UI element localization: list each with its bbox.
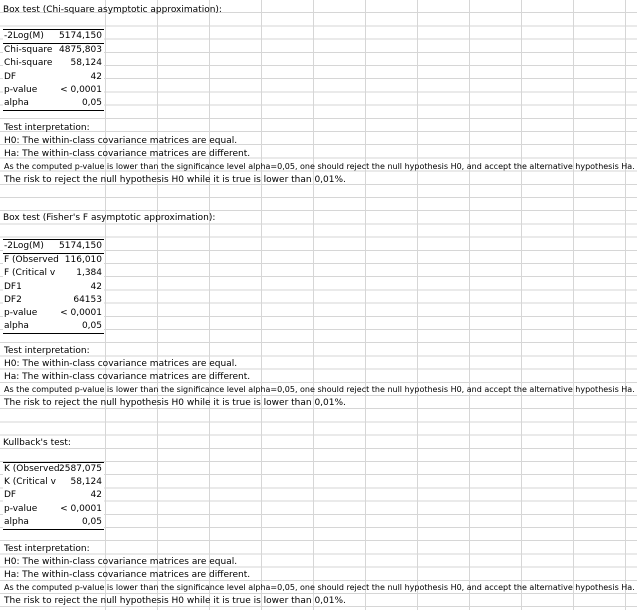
row-value: < 0,0001 [60,84,102,95]
row-value: 1,384 [76,268,102,279]
interpretation-h0: H0: The within-class covariance matrices are equal. [4,136,238,146]
row-value: 116,010 [64,255,102,266]
row-value: 42 [90,71,102,82]
interpretation-h0: H0: The within-class covariance matrices are equal. [4,557,238,567]
row-value: 0,05 [81,97,102,108]
interpretation-risk: The risk to reject the null hypothesis H0 while it is true is lower than 0,01%. [4,398,346,408]
row-label: Chi-square [4,45,53,56]
interpretation-heading: Test interpretation: [4,123,90,133]
table-row [3,30,104,44]
table-row [3,503,104,516]
row-label: Chi-square [4,58,53,69]
row-label: alpha [4,321,29,332]
table-row [3,267,104,280]
table-row [3,307,104,320]
interpretation-conclusion: As the computed p-value is lower than the significance level alpha=0,05, one should reject the null hypothesis H0, and accept the alternative hypothesis Ha. [4,162,635,171]
row-value: 0,05 [81,516,102,527]
row-value: 42 [90,281,102,292]
table-row [3,463,104,476]
table-row [3,71,104,84]
table-row [3,281,104,294]
table-row [3,57,104,70]
table-row [3,97,104,110]
interpretation-h0: H0: The within-class covariance matrices are equal. [4,359,238,369]
row-value: 58,124 [70,477,102,488]
results-table-kullback [3,462,104,530]
table-row [3,294,104,307]
row-label: alpha [4,516,29,527]
row-value: 0,05 [81,321,102,332]
row-label: p-value [4,307,38,318]
row-value: 42 [90,490,102,501]
section-title-kullback: Kullback's test: [3,438,71,448]
results-table-box-chi [3,29,104,111]
row-label: K (Critical v [4,477,56,488]
interpretation-conclusion: As the computed p-value is lower than the significance level alpha=0,05, one should reject the null hypothesis H0, and accept the alternative hypothesis Ha. [4,583,635,592]
row-value: 5174,150 [59,31,102,41]
row-label: F (Observed [4,255,59,266]
row-label: DF [4,490,17,501]
interpretation-heading: Test interpretation: [4,346,90,356]
section-title-box-fisher: Box test (Fisher's F asymptotic approximation): [3,213,216,223]
table-row [3,254,104,267]
row-label: -2Log(M) [4,241,44,251]
table-row [3,320,104,333]
row-value: 58,124 [70,58,102,69]
interpretation-ha: Ha: The within-class covariance matrices are different. [4,149,251,159]
row-label: DF [4,71,17,82]
row-value: 64153 [73,294,102,305]
section-title-box-chi: Box test (Chi-square asymptotic approximation): [3,5,222,15]
table-row [3,240,104,254]
interpretation-ha: Ha: The within-class covariance matrices are different. [4,372,251,382]
row-label: DF2 [4,294,22,305]
row-label: -2Log(M) [4,31,44,41]
interpretation-risk: The risk to reject the null hypothesis H0 while it is true is lower than 0,01%. [4,175,346,185]
row-label: alpha [4,97,29,108]
results-table-box-fisher [3,239,104,334]
row-label: p-value [4,84,38,95]
table-row [3,516,104,529]
table-row [3,84,104,97]
row-label: DF1 [4,281,22,292]
row-value: < 0,0001 [60,307,102,318]
row-value: 2587,075 [59,464,102,474]
table-row [3,476,104,489]
interpretation-ha: Ha: The within-class covariance matrices are different. [4,570,251,580]
row-label: K (Observed [4,464,60,474]
row-label: F (Critical v [4,268,56,279]
row-value: 4875,803 [59,45,102,56]
table-row [3,489,104,502]
interpretation-heading: Test interpretation: [4,544,90,554]
row-value: 5174,150 [59,241,102,251]
interpretation-conclusion: As the computed p-value is lower than the significance level alpha=0,05, one should reject the null hypothesis H0, and accept the alternative hypothesis Ha. [4,385,635,394]
row-value: < 0,0001 [60,503,102,514]
row-label: p-value [4,503,38,514]
table-row [3,44,104,57]
interpretation-risk: The risk to reject the null hypothesis H0 while it is true is lower than 0,01%. [4,596,346,606]
